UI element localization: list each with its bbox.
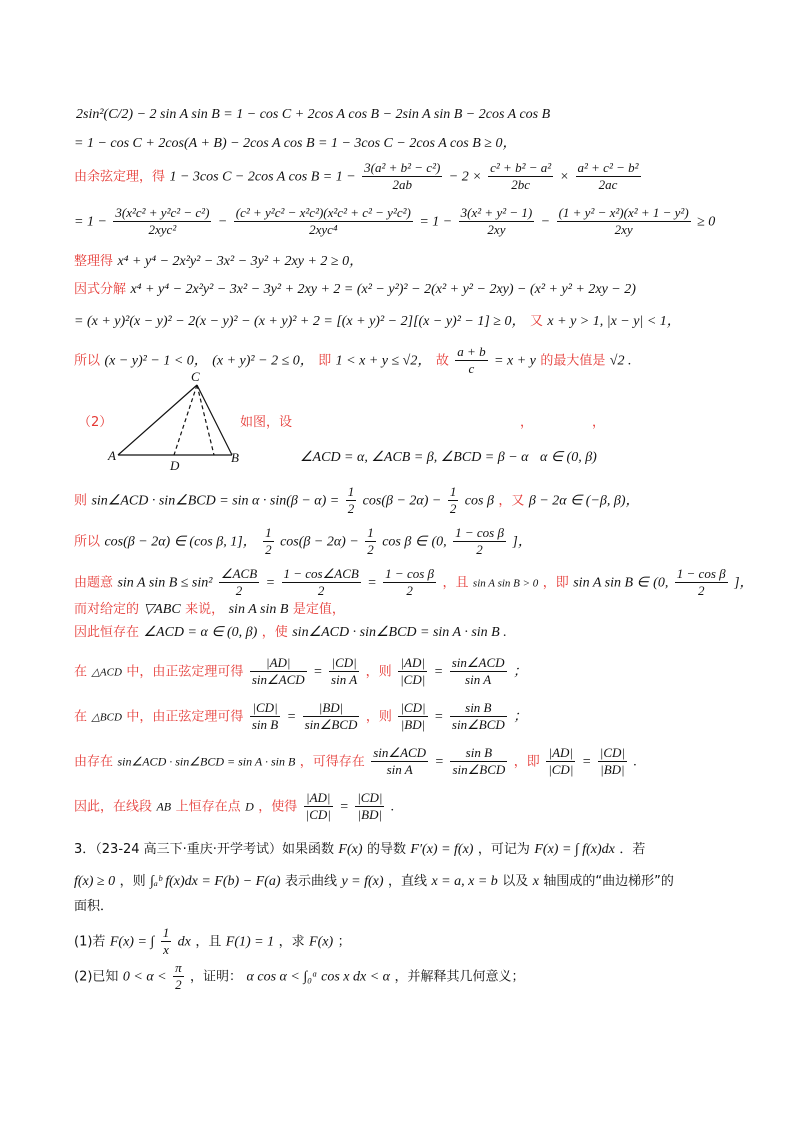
alpha-range: α ∈ (0, β): [540, 450, 597, 465]
part-2-text: 如图，设: [240, 415, 293, 430]
eq-line-10: 所以 cos(β − 2α) ∈ (cos β, 1]， $\frac{1}{2}$ cos(β − 2α) − $\frac{1}{2}$ cos β ∈ (0, $\frac{\text{1 − cos β}}{2}$ ]，: [74, 525, 532, 557]
question-3-line-3: 面积．: [74, 899, 114, 914]
eq-line-14: 在 △ACD 中，由正弦定理可得 $\frac{|AD|}{\text{sin∠ACD}}$ = $\frac{|CD|}{\text{sin A}}$ ，则 $\frac{|AD|}{|CD|}$ = $\frac{\text{sin∠ACD}}{\text{sin A}}$ ；: [74, 655, 527, 687]
eq-line-2: = 1 − cos C + 2cos(A + B) − 2cos A cos B = 1 − 3cos C − 2cos A cos B ≥ 0，: [74, 136, 517, 151]
eq-line-16: 由存在 sin∠ACD · sin∠BCD = sin A · sin B ，可得存在 $\frac{\text{sin∠ACD}}{\text{sin A}}$ = $\frac{\text{sin B}}{\text{sin∠BCD}}$ ，即 $\frac{|AD|}{|CD|}$ = $\frac{|CD|}{|BD|}$ .: [74, 745, 637, 777]
segment-bc: [197, 385, 232, 455]
eq-line-4: = 1 − $\frac{\text{3(x²c² + y²c² − c²)}}{\text{2xyc²}}$ − $\frac{\text{(c² + y²c² − x²c²)(x²c² + c² − y²c²)}}{\text{2xyc⁴}}$ = 1 − $\frac{\text{3(x² + y² − 1)}}{2xy}$ − $\frac{\text{(1 + y² − x²)(x² + 1 − y²)}}{2xy}$ ≥ 0: [74, 205, 716, 237]
question-3-line-1: 3．（23-24 高三下·重庆·开学考试）如果函数 F(x) 的导数 F′(x) = f(x) ，可记为 F(x) = ∫ f(x)dx ．若: [74, 842, 646, 857]
part-2-label: （2）: [78, 415, 113, 430]
label-d: D: [170, 458, 180, 473]
eq-line-7: = (x + y)²(x − y)² − 2(x − y)² − (x + y)² + 2 = [(x + y)² − 2][(x − y)² − 1] ≥ 0， 又 x + y > 1, |x − y| < 1，: [74, 314, 681, 329]
eq-line-1: 2sin²(C/2) − 2 sin A sin B = 1 − cos C + 2cos A cos B − 2sin A sin B − 2cos A cos B: [76, 107, 551, 122]
eq-line-15: 在 △BCD 中，由正弦定理可得 $\frac{|CD|}{\text{sin B}}$ = $\frac{|BD|}{\text{sin∠BCD}}$ ，则 $\frac{|CD|}{|BD|}$ = $\frac{\text{sin B}}{\text{sin∠BCD}}$ ；: [74, 700, 528, 732]
eq-line-12: 而对给定的 ▽ABC 来说， sin A sin B 是定值，: [74, 602, 345, 617]
eq-line-3: 由余弦定理，得 1 − 3cos C − 2cos A cos B = 1 − $\frac{\text{3(a² + b² − c²)}}{2ab}$ − 2 × $\frac{\text{c² + b² − a²}}{2bc}$ × $\frac{\text{a² + c² − b²}}{2ac}$: [74, 160, 639, 192]
label-b: B: [231, 450, 239, 465]
eq-line-11: 由题意 sin A sin B ≤ sin² $\frac{\text{∠ACB}}{2}$ = $\frac{\text{1 − cos∠ACB}}{2}$ = $\frac{\text{1 − cos β}}{2}$ ，且 sin A sin B > 0 ，即 sin A sin B ∈ (0, $\frac{\text{1 − cos β}}{2}$ ]，: [74, 566, 754, 598]
part-2-comma-1: ，: [520, 415, 534, 430]
eq-line-8: 所以 (x − y)² − 1 < 0， (x + y)² − 2 ≤ 0， 即 1 < x + y ≤ √2， 故 $\frac{a + b}{c}$ = x + y 的最大值是 √2 .: [74, 344, 632, 376]
eq-line-13: 因此恒存在 ∠ACD = α ∈ (0, β) ，使 sin∠ACD · sin∠BCD = sin A · sin B .: [74, 625, 507, 640]
label-c: C: [191, 369, 200, 384]
question-3-part-2: (2)已知 0 < α < $\frac{\pi}{2}$ ，证明： α cos α < ∫₀ᵅ cos x dx < α ，并解释其几何意义；: [74, 960, 525, 992]
angles-definition: ∠ACD = α, ∠ACB = β, ∠BCD = β − α: [300, 450, 529, 465]
segment-dashed-2: [197, 385, 214, 455]
eq-line-17: 因此，在线段 AB 上恒存在点 D ，使得 $\frac{|AD|}{|CD|}$ = $\frac{|CD|}{|BD|}$ .: [74, 790, 395, 822]
question-3-line-2: f(x) ≥ 0 ，则 ∫ₐᵇ f(x)dx = F(b) − F(a) 表示曲线 y = f(x) ，直线 x = a, x = b 以及 x 轴围成的“曲边梯形”的: [74, 874, 674, 889]
question-3-part-1: (1)若 F(x) = ∫ $\frac{1}{x}$ dx ，且 F(1) = 1 ，求 F(x) ；: [74, 925, 351, 957]
eq-line-9: 则 sin∠ACD · sin∠BCD = sin α · sin(β − α) = $\frac{1}{2}$ cos(β − 2α) − $\frac{1}{2}$ cos β ，又 β − 2α ∈ (−β, β)，: [74, 484, 640, 516]
eq-line-5: 整理得 x⁴ + y⁴ − 2x²y² − 3x² − 3y² + 2xy + 2 ≥ 0，: [74, 254, 364, 269]
label-a: A: [108, 448, 116, 463]
part-2-comma-2: ，: [592, 415, 606, 430]
eq-line-6: 因式分解 x⁴ + y⁴ − 2x²y² − 3x² − 3y² + 2xy + 2 = (x² − y²)² − 2(x² + y² − 2xy) − (x² + y² + 2xy − 2): [74, 282, 636, 297]
